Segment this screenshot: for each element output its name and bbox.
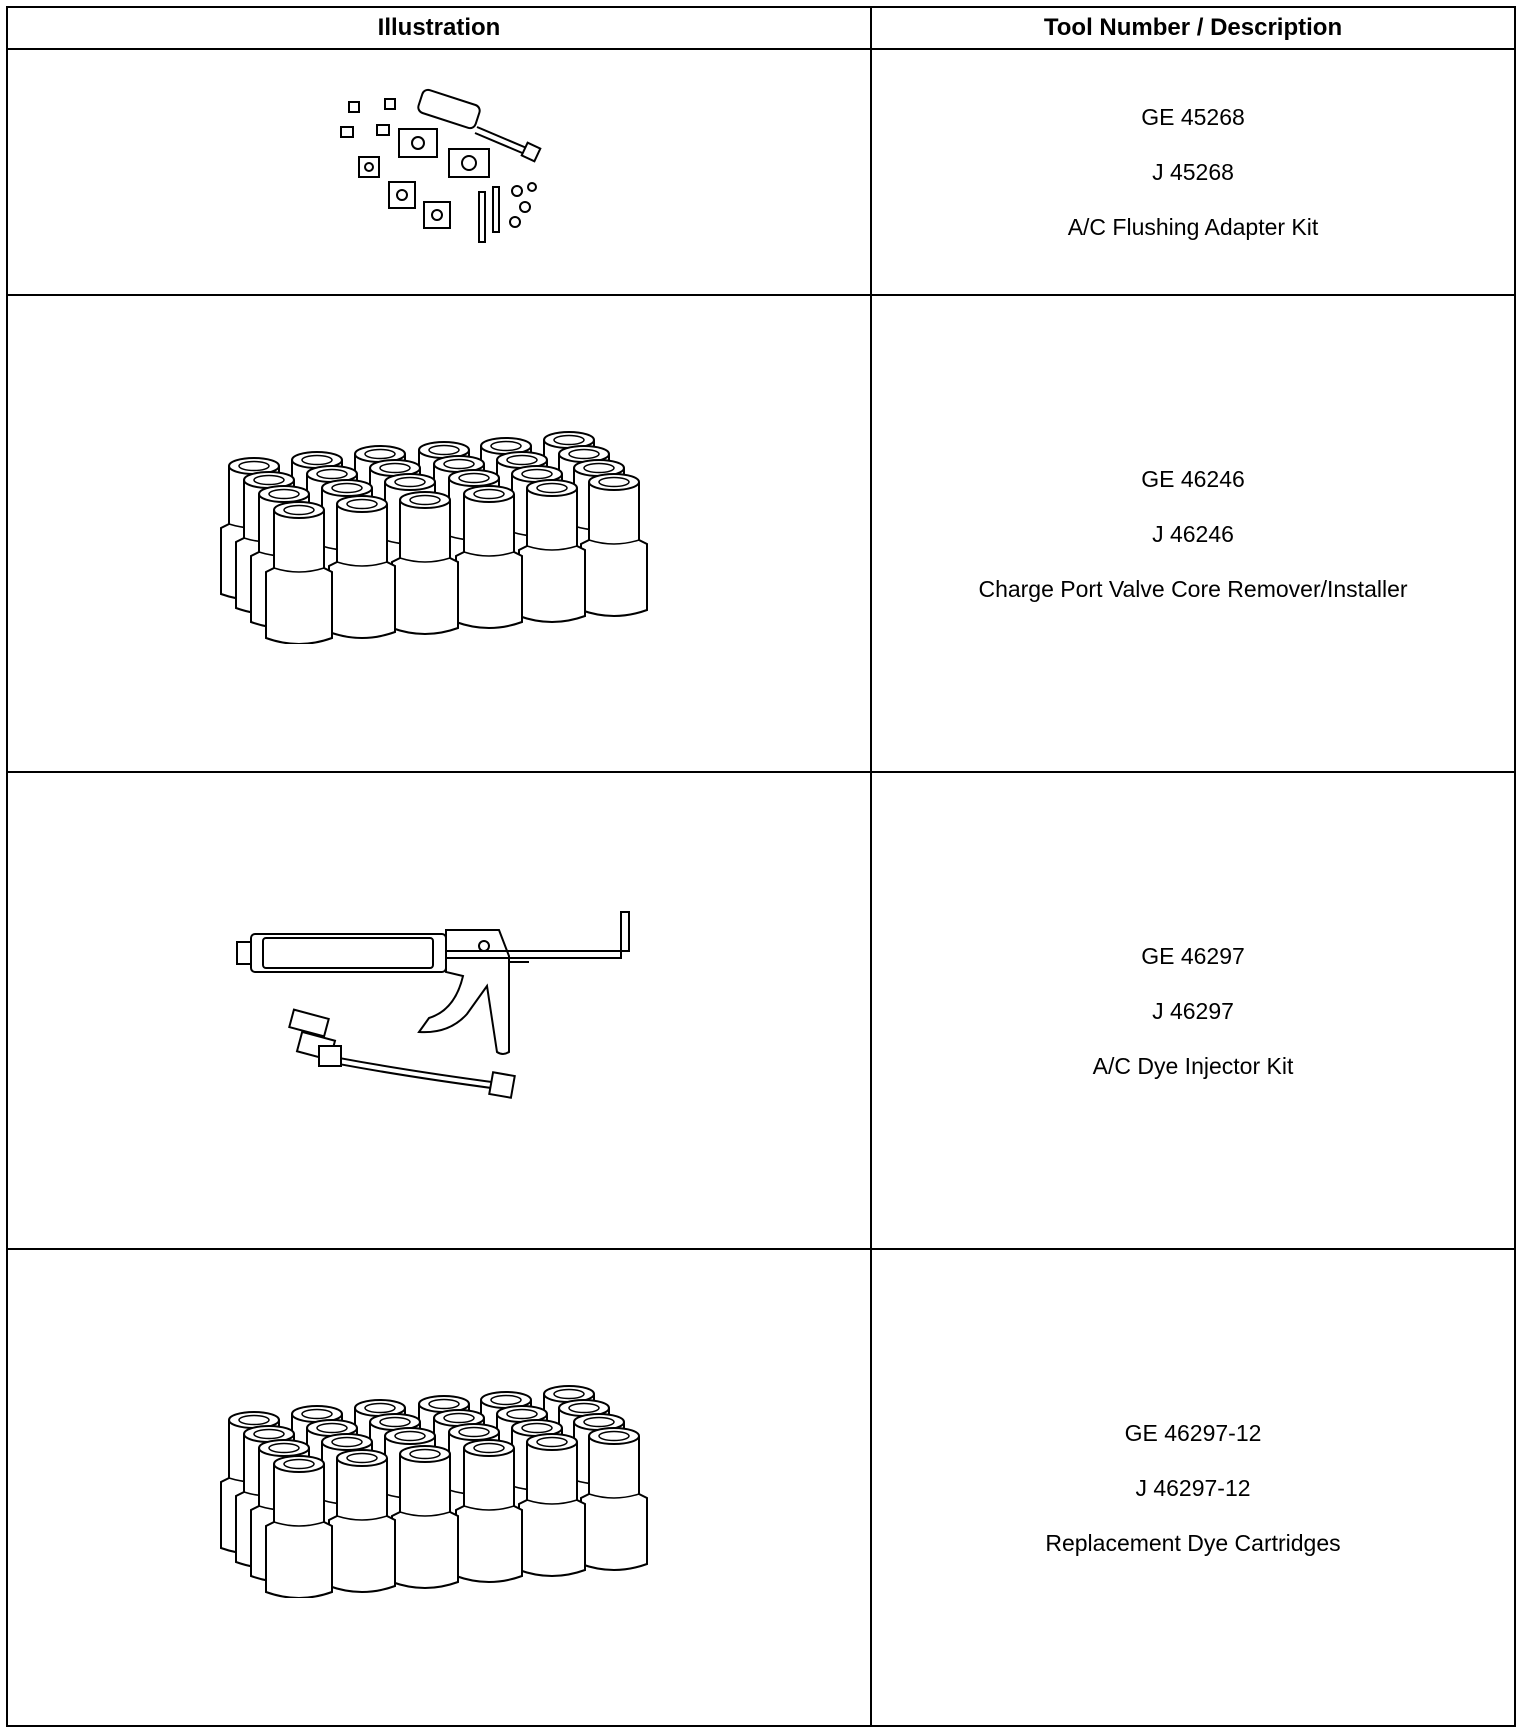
dye-cartridges-illustration bbox=[209, 1378, 669, 1598]
j-tool-number: J 45268 bbox=[1152, 159, 1234, 185]
tool-description-column-header: Tool Number / Description bbox=[871, 7, 1515, 49]
ge-tool-number: GE 46246 bbox=[1141, 465, 1245, 492]
table-row bbox=[7, 49, 1515, 295]
j-tool-number: J 46297-12 bbox=[1135, 1474, 1251, 1501]
tool-description-cell bbox=[871, 49, 1515, 295]
illustration-cell bbox=[7, 49, 871, 295]
tool-description-cell bbox=[871, 772, 1515, 1249]
illustration-column-header: Illustration bbox=[7, 7, 871, 49]
tool-description: Replacement Dye Cartridges bbox=[1045, 1529, 1341, 1556]
tool-description-cell bbox=[871, 1249, 1515, 1726]
tool-description-cell bbox=[871, 295, 1515, 772]
table-row bbox=[7, 1249, 1515, 1726]
tool-description: A/C Dye Injector Kit bbox=[1092, 1052, 1294, 1079]
dye-cartridges-illustration bbox=[209, 424, 669, 644]
dye-injector-gun-illustration bbox=[229, 906, 649, 1116]
tool-description: A/C Flushing Adapter Kit bbox=[1067, 214, 1319, 240]
j-tool-number: J 46246 bbox=[1152, 520, 1234, 547]
table-row bbox=[7, 295, 1515, 772]
tool-description: Charge Port Valve Core Remover/Installer bbox=[978, 575, 1408, 602]
table-row bbox=[7, 772, 1515, 1249]
illustration-cell bbox=[7, 1249, 871, 1726]
j-tool-number: J 46297 bbox=[1152, 997, 1234, 1024]
special-tools-table bbox=[6, 6, 1516, 1727]
ge-tool-number: GE 46297 bbox=[1141, 942, 1245, 969]
ge-tool-number: GE 45268 bbox=[1141, 104, 1245, 130]
illustration-cell bbox=[7, 772, 871, 1249]
illustration-cell bbox=[7, 295, 871, 772]
ge-tool-number: GE 46297-12 bbox=[1124, 1419, 1262, 1446]
table-header-row bbox=[7, 7, 1515, 49]
flushing-adapter-kit-illustration bbox=[319, 87, 559, 257]
